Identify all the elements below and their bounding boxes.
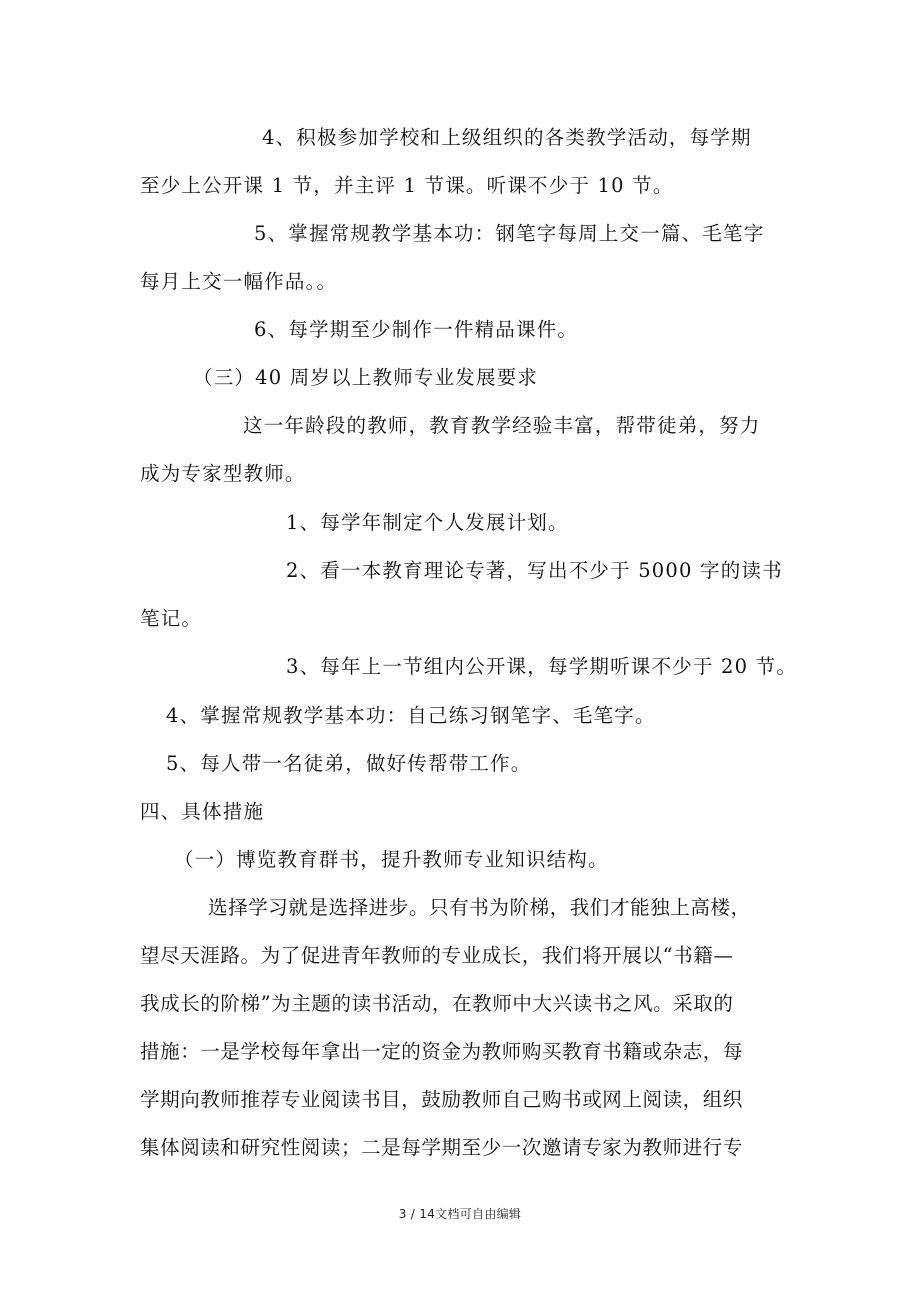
section-heading: （一）博览教育群书，提升教师专业知识结构。	[174, 848, 609, 871]
text-line: 学期向教师推荐专业阅读书目，鼓励教师自己购书或网上阅读，组织	[140, 1088, 744, 1111]
text-line: 4、掌握常规教学基本功：自己练习钢笔字、毛笔字。	[166, 704, 656, 727]
text-line: 6、每学期至少制作一件精品课件。	[254, 318, 579, 341]
section-heading: 四、具体措施	[140, 800, 265, 823]
text-line: 措施：一是学校每年拿出一定的资金为教师购买教育书籍或杂志，每	[140, 1040, 744, 1063]
text-line: 集体阅读和研究性阅读；二是每学期至少一次邀请专家为教师进行专	[140, 1136, 744, 1159]
page-footer: 3 / 14文档可自由编辑	[398, 1207, 522, 1221]
text-line: 成为专家型教师。	[140, 462, 306, 485]
text-line: 每月上交一幅作品。。	[140, 270, 338, 293]
text-line: 这一年龄段的教师，教育教学经验丰富，帮带徒弟，努力	[243, 414, 761, 437]
text-line: 5、掌握常规教学基本功：钢笔字每周上交一篇、毛笔字	[254, 222, 765, 245]
text-line: 笔记。	[140, 607, 203, 630]
text-line: 1、每学年制定个人发展计划。	[286, 511, 569, 534]
text-line: 4、积极参加学校和上级组织的各类教学活动，每学期	[262, 126, 752, 149]
text-line: 望尽天涯路。为了促进青年教师的专业成长，我们将开展以“书籍—	[140, 944, 734, 967]
text-line: 至少上公开课 1 节，并主评 1 节课。听课不少于 10 节。	[140, 174, 674, 197]
text-line: 选择学习就是选择进步。只有书为阶梯，我们才能独上高楼，	[208, 896, 751, 919]
text-line: 我成长的阶梯”为主题的读书活动，在教师中大兴读书之风。采取的	[140, 992, 734, 1015]
text-line: 5、每人带一名徒弟，做好传帮带工作。	[166, 752, 532, 775]
text-line: 2、看一本教育理论专著，写出不少于 5000 字的读书	[286, 559, 783, 582]
text-line: 3、每年上一节组内公开课，每学期听课不少于 20 节。	[286, 655, 798, 678]
section-heading: （三）40 周岁以上教师专业发展要求	[193, 366, 539, 389]
